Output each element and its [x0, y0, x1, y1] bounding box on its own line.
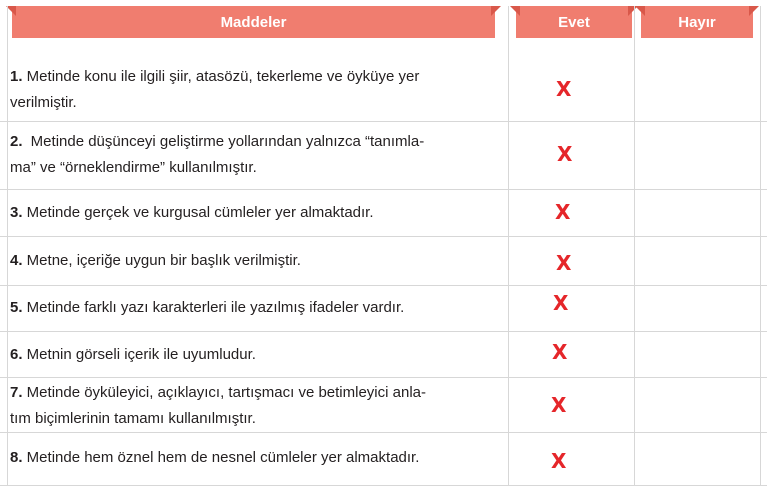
header-maddeler-label: Maddeler	[220, 13, 287, 31]
item-number: 5.	[10, 299, 23, 316]
item-text-line: 1. Metinde konu ile ilgili şiir, atasözü, tekerleme ve öyküye yer	[10, 68, 420, 85]
evet-check-mark: X	[552, 340, 568, 364]
header-evet	[516, 6, 632, 38]
item-text-line: 4. Metne, içeriğe uygun bir başlık verilmiştir.	[10, 252, 301, 269]
item-text	[10, 248, 500, 274]
evet-check-mark: X	[551, 449, 567, 473]
item-number: 2.	[10, 133, 23, 150]
table-row	[0, 432, 767, 486]
table-row	[0, 56, 767, 122]
item-number: 3.	[10, 204, 23, 221]
evet-check-mark: X	[557, 142, 573, 166]
item-text	[10, 64, 500, 116]
table-row	[0, 377, 767, 433]
item-text-line: 8. Metinde hem öznel hem de nesnel cümleler yer almaktadır.	[10, 449, 420, 466]
item-text-line: tım biçimlerinin tamamı kullanılmıştır.	[10, 410, 256, 427]
item-text	[10, 445, 500, 471]
table-row	[0, 189, 767, 237]
item-number: 8.	[10, 449, 23, 466]
item-text	[10, 342, 500, 368]
item-number: 7.	[10, 384, 23, 401]
header-hayir-label: Hayır	[678, 13, 716, 31]
item-text-line: verilmiştir.	[10, 94, 77, 111]
item-text-line: 5. Metinde farklı yazı karakterleri ile yazılmış ifadeler vardır.	[10, 299, 405, 316]
evet-check-mark: X	[555, 200, 571, 224]
table-row	[0, 236, 767, 286]
evet-check-mark: X	[551, 393, 567, 417]
item-text-line: 3. Metinde gerçek ve kurgusal cümleler yer almaktadır.	[10, 204, 374, 221]
table-row	[0, 331, 767, 378]
item-text-line: 7. Metinde öyküleyici, açıklayıcı, tartışmacı ve betimleyici anla-	[10, 384, 426, 401]
header-maddeler	[12, 6, 495, 38]
header-hayir	[641, 6, 753, 38]
item-text-line: ma” ve “örneklendirme” kullanılmıştır.	[10, 159, 257, 176]
item-text	[10, 200, 500, 226]
table-row	[0, 121, 767, 190]
evet-check-mark: X	[556, 77, 572, 101]
evet-check-mark: X	[553, 291, 569, 315]
item-text-line: 2. Metinde düşünceyi geliştirme yollarından yalnızca “tanımla-	[10, 133, 425, 150]
item-text	[10, 380, 500, 432]
item-number: 4.	[10, 252, 23, 269]
table-row	[0, 285, 767, 332]
item-text	[10, 129, 500, 181]
item-text	[10, 295, 500, 321]
header-evet-label: Evet	[558, 13, 590, 31]
item-number: 6.	[10, 346, 23, 363]
item-text-line: 6. Metnin görseli içerik ile uyumludur.	[10, 346, 256, 363]
item-number: 1.	[10, 68, 23, 85]
evet-check-mark: X	[556, 251, 572, 275]
